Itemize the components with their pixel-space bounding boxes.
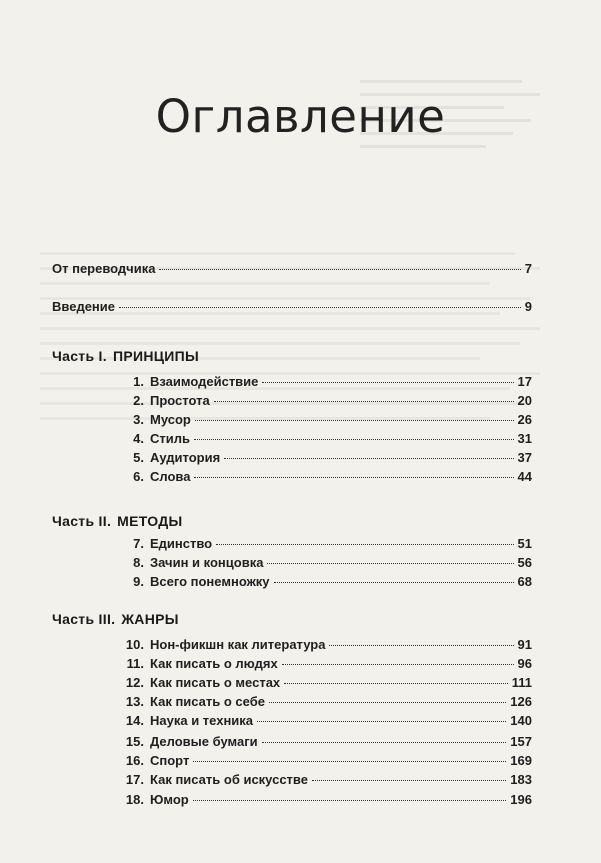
chapter-number: 8. [133,555,144,570]
entry-page: 26 [517,412,532,427]
entry-page: 140 [510,713,532,728]
part-label: Часть III. [52,611,116,627]
toc-entry[interactable] [116,393,532,409]
entry-label: Единство [150,536,213,551]
toc-entry[interactable] [116,694,532,710]
chapter-number: 5. [133,450,144,465]
leader-dots [262,382,513,383]
entry-label: Слова [150,469,191,484]
toc-entry[interactable] [116,637,532,653]
toc-entry[interactable] [116,734,532,750]
chapter-number: 17. [125,772,144,787]
entry-label: Спорт [150,753,190,768]
chapter-number: 13. [125,694,144,709]
entry-page: 91 [517,637,532,652]
entry-page: 7 [524,261,532,276]
entry-label: Как писать об искусстве [150,772,308,787]
toc-entry[interactable] [116,450,532,466]
entry-page: 31 [517,431,532,446]
entry-label: Как писать о людях [150,656,278,671]
toc-entry[interactable] [116,555,532,571]
chapter-number: 16. [125,753,144,768]
chapter-number: 11. [126,656,144,671]
part-title: МЕТОДЫ [117,513,183,529]
entry-page: 96 [517,656,532,671]
toc-entry[interactable] [116,772,532,788]
part-heading-1 [52,348,199,364]
chapter-number: 1. [133,374,144,389]
entry-label: Юмор [150,792,189,807]
toc-entry-introduction[interactable] [52,299,532,315]
leader-dots [119,307,521,308]
entry-label: От переводчика [52,261,156,276]
part-title: ЖАНРЫ [121,611,179,627]
leader-dots [269,702,506,703]
part-heading-2 [52,513,183,529]
leader-dots [159,269,520,270]
chapter-number: 2. [133,393,144,408]
entry-label: Как писать о себе [150,694,265,709]
part-heading-3 [52,611,179,627]
part-title: ПРИНЦИПЫ [112,348,199,364]
entry-page: 9 [524,299,532,314]
leader-dots [262,742,507,743]
entry-label: Зачин и концовка [150,555,264,570]
chapter-number: 10. [125,637,144,652]
toc-entry[interactable] [116,753,532,769]
entry-page: 111 [511,675,532,690]
toc-entry[interactable] [116,469,532,485]
chapter-number: 9. [133,574,144,589]
entry-page: 126 [510,694,532,709]
entry-page: 169 [510,753,532,768]
toc-entry[interactable] [116,792,532,808]
leader-dots [282,664,514,665]
chapter-number: 12. [125,675,144,690]
entry-label: Мусор [150,412,191,427]
entry-label: Простота [150,393,210,408]
toc-entry[interactable] [116,536,532,552]
leader-dots [194,477,513,478]
toc-entry[interactable] [116,675,532,691]
entry-label: Нон-фикшн как литература [150,637,326,652]
leader-dots [284,683,508,684]
toc-entry[interactable] [116,656,532,672]
leader-dots [224,458,513,459]
entry-page: 20 [517,393,532,408]
entry-page: 157 [510,734,532,749]
toc-entry[interactable] [116,412,532,428]
chapter-number: 14. [125,713,144,728]
chapter-number: 18. [125,792,144,807]
entry-label: Взаимодействие [150,374,259,389]
page-title: Оглавление [155,90,446,143]
leader-dots [194,439,514,440]
chapter-number: 7. [133,536,144,551]
toc-entry-translator[interactable] [52,261,532,277]
leader-dots [257,721,506,722]
leader-dots [193,761,506,762]
entry-label: Деловые бумаги [150,734,258,749]
entry-page: 56 [517,555,532,570]
leader-dots [312,780,506,781]
entry-label: Всего понемножку [150,574,270,589]
leader-dots [267,563,513,564]
toc-entry[interactable] [116,374,532,390]
entry-label: Стиль [150,431,190,446]
chapter-number: 4. [133,431,144,446]
entry-label: Как писать о местах [150,675,281,690]
toc-entry[interactable] [116,713,532,729]
toc-entry[interactable] [116,574,532,590]
entry-label: Наука и техника [150,713,254,728]
entry-page: 37 [517,450,532,465]
toc-entry[interactable] [116,431,532,447]
entry-page: 68 [517,574,532,589]
leader-dots [329,645,513,646]
leader-dots [274,582,514,583]
leader-dots [193,800,507,801]
leader-dots [216,544,513,545]
part-label: Часть II. [52,513,112,529]
entry-page: 44 [517,469,532,484]
part-label: Часть I. [52,348,107,364]
entry-page: 183 [510,772,532,787]
entry-label: Введение [52,299,115,314]
chapter-number: 3. [133,412,144,427]
entry-label: Аудитория [150,450,221,465]
chapter-number: 15. [125,734,144,749]
leader-dots [214,401,514,402]
entry-page: 196 [510,792,532,807]
entry-page: 17 [517,374,532,389]
leader-dots [195,420,514,421]
chapter-number: 6. [133,469,144,484]
entry-page: 51 [517,536,532,551]
